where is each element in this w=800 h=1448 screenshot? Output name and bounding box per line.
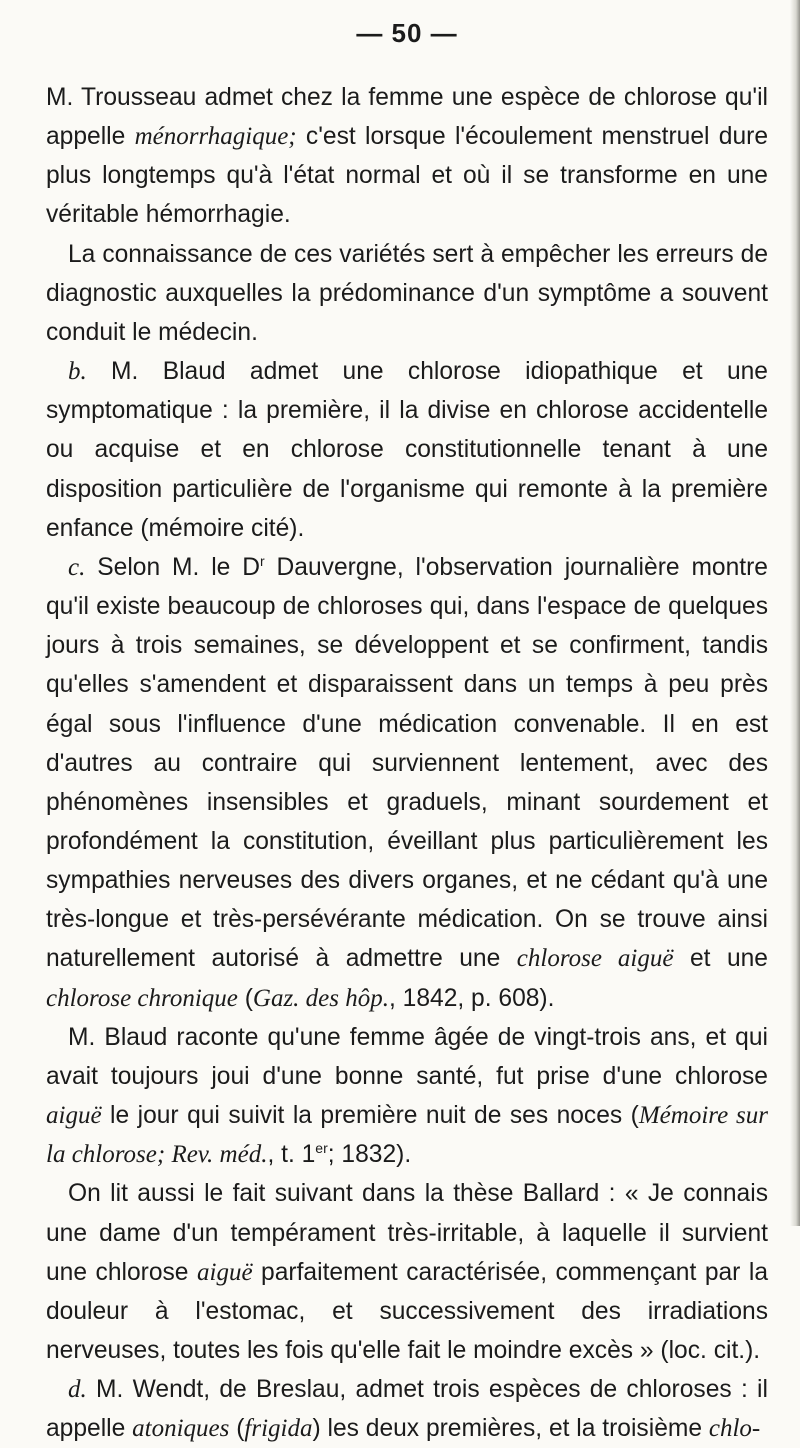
- italic-run: chlorose aiguë: [516, 945, 674, 973]
- text-run: c'est lorsque l'écoulement menstruel dure plus longtemps qu'à l'état normal et où il se transforme en une véritable hémorrhagie.: [46, 123, 769, 229]
- book-page: [46, 8, 768, 1448]
- italic-run: chlorose chronique: [46, 984, 238, 1012]
- paragraph-p4: [46, 548, 768, 1018]
- page-edge-shadow: [790, 0, 800, 1226]
- italic-run: Gaz. des hôp.: [252, 984, 389, 1012]
- italic-run: c.: [68, 553, 86, 581]
- text-run: , 1842, p. 608).: [389, 984, 555, 1012]
- text-run: ) les deux premières, et la troisième: [312, 1415, 709, 1443]
- superscript: er: [315, 1140, 328, 1157]
- text-run: (: [237, 984, 253, 1012]
- superscript: r: [259, 552, 265, 569]
- italic-run: atoniques: [132, 1415, 230, 1443]
- italic-run: b.: [68, 358, 87, 386]
- italic-run: frigida: [244, 1415, 313, 1443]
- text-run: M. Wendt, de Breslau, admet trois espèces de chloroses : il appelle: [46, 1376, 768, 1443]
- italic-run: chlo-: [708, 1415, 761, 1443]
- paragraph-p2: [46, 235, 768, 352]
- paragraph-p7: [46, 1370, 768, 1448]
- italic-run: aiguë: [197, 1258, 253, 1286]
- text-run: Dauvergne, l'observation journalière montre qu'il existe beaucoup de chloroses qui, dans l'espace de quelques jours à trois semaines, se développent et se confirment, tandis qu'elles s'amendent et disparaissent dans un temps à peu près égal sous l'influence d'une médication convenable. Il en est d'autres au contraire qui surviennent lentement, avec des phénomènes insensibles et graduels, minant sourdement et profondément la constitution, éveillant plus particulièrement les sympathies nerveuses des divers organes, et ne cédant qu'à une très-longue et très-persévérante médication. On se trouve ainsi naturellement autorisé à admettre une: [46, 553, 768, 973]
- page-body: [46, 78, 768, 1448]
- paragraph-p1: [46, 78, 768, 235]
- text-run: (: [229, 1415, 245, 1443]
- text-run: M. Trousseau admet chez la femme une espèce de chlorose qu'il appelle: [46, 84, 768, 151]
- paragraph-p5: [46, 1018, 768, 1175]
- text-run: , t. 1: [267, 1141, 316, 1169]
- paragraph-p3: [46, 352, 768, 548]
- italic-run: aiguë: [46, 1102, 102, 1130]
- text-run: le jour qui suivit la première nuit de ses noces (: [101, 1102, 639, 1130]
- text-run: M. Blaud raconte qu'une femme âgée de vingt-trois ans, et qui avait toujours joui d'une bonne santé, fut prise d'une chlorose: [46, 1023, 768, 1090]
- text-run: ; 1832).: [327, 1141, 412, 1169]
- paragraph-p6: [46, 1174, 768, 1370]
- text-run: La connaissance de ces variétés sert à empêcher les erreurs de diagnostic auxquelles la prédominance d'un symptôme a souvent conduit le médecin.: [46, 240, 768, 346]
- text-run: M. Blaud admet une chlorose idiopathique et une symptomatique : la première, il la divise en chlorose accidentelle ou acquise et en chlorose constitutionnelle tenant à une disposition particulière de l'organisme qui remonte à la première enfance (mémoire cité).: [46, 358, 768, 542]
- italic-run: Mémoire sur la chlorose; Rev. méd.: [46, 1102, 768, 1169]
- text-run: et une: [673, 945, 768, 973]
- text-run: parfaitement caractérisée, commençant par la douleur à l'estomac, et successivement des irradiations nerveuses, toutes les fois qu'elle fait le moindre excès » (loc. cit.).: [46, 1258, 768, 1364]
- text-run: Selon M. le D: [85, 553, 260, 581]
- italic-run: d.: [68, 1376, 87, 1404]
- page-number: — 50 —: [356, 18, 458, 48]
- italic-run: ménorrhagique;: [134, 123, 297, 151]
- text-run: On lit aussi le fait suivant dans la thèse Ballard : « Je connais une dame d'un tempérament très-irritable, à laquelle il survient une chlorose: [46, 1180, 768, 1286]
